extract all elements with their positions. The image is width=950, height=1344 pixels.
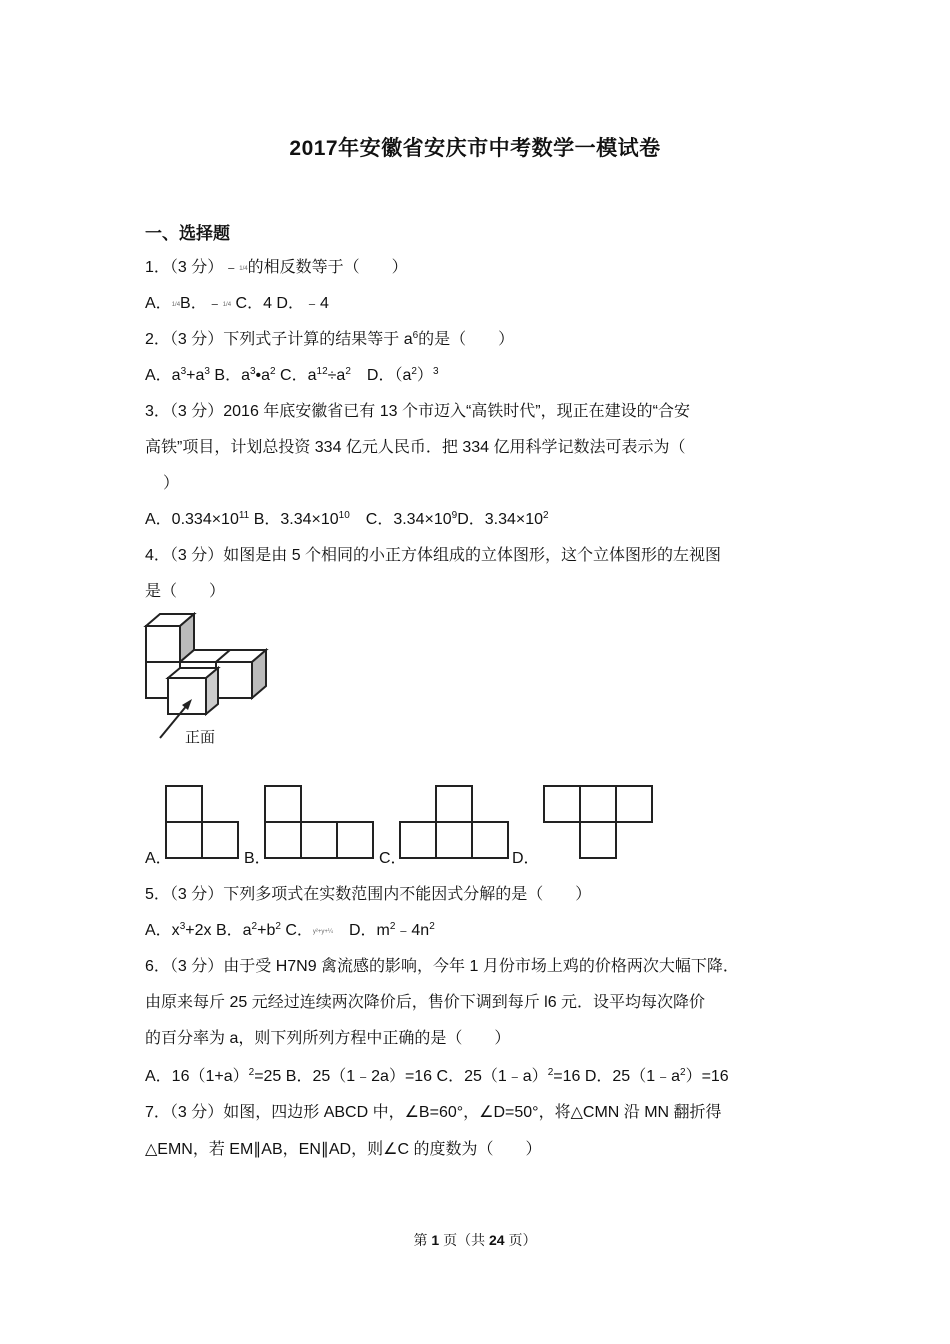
- page-footer: 第 1 页（共 24 页）: [413, 1232, 537, 1248]
- cube-front-face: [146, 626, 180, 662]
- question-5-stem: 5．（3 分）下列多项式在实数范围内不能因式分解的是（ ）: [145, 886, 592, 903]
- page-total: 24: [489, 1232, 505, 1248]
- question-7-line2: △EMN，若 EM∥AB，EN∥AD，则∠C 的度数为（ ）: [145, 1141, 542, 1158]
- question-4-line2: 是（ ）: [145, 583, 226, 600]
- question-4-line1: 4．（3 分）如图是由 5 个相同的小正方体组成的立体图形，这个立体图形的左视图: [145, 547, 722, 564]
- option-a-view: [164, 784, 240, 860]
- option-d-view: [542, 784, 654, 860]
- question-2-stem: 2．（3 分）下列式子计算的结果等于 $a^6$的是（ ）: [145, 330, 515, 348]
- option-a-label: A．: [145, 850, 172, 867]
- question-6-line2: 由原来每斤 25 元经过连续两次降价后，售价下调到每斤 l6 元．设平均每次降价: [145, 994, 706, 1011]
- fraction: 1/4: [239, 266, 248, 272]
- question-7-line1: 7．（3 分）如图，四边形 ABCD 中，∠B=60°，∠D=50°，将△CMN 沿 MN 翻折得: [145, 1104, 722, 1121]
- question-3-options: A．$0.334\times 10^{11}$ B．$3.34\times 10^{10}$ C．$3.34\times 10^9D$．$3.34\times 10^2$: [145, 510, 549, 528]
- question-6-line1: 6．（3 分）由于受 H7N9 禽流感的影响，今年 1 月份市场上鸡的价格两次大幅下降．: [145, 958, 739, 975]
- question-3-line1: 3．（3 分）2016 年底安徽省已有 13 个市迈入“高铁时代”，现正在建设的“合安: [145, 403, 690, 420]
- question-5-options: A．$x^3+2x$ B．$a^2+b^2$ C．y²+y+¼ D．$m^2﹣4n^2$: [145, 921, 435, 939]
- question-1-stem: 1．（3 分）﹣1/4的相反数等于（ ）: [145, 259, 408, 276]
- question-6-options: A．$16(1+a)^2=25$ B．25（1﹣2a）=16 C．25（1﹣a）$^2$=16 D．$25(1﹣a^2)=16$: [145, 1067, 729, 1085]
- question-3-line2: 高铁”项目，计划总投资 334 亿元人民币．把 334 亿用科学记数法可表示为（: [145, 439, 686, 456]
- option-b-label: B．: [244, 850, 271, 867]
- cube-front-face: [216, 662, 252, 698]
- option-b-view: [263, 784, 375, 860]
- page-title: 2017年安徽省安庆市中考数学一模试卷: [289, 137, 661, 160]
- option-d-label: D．: [512, 850, 540, 867]
- option-c-view: [398, 784, 510, 860]
- question-3-line3: ）: [163, 475, 180, 492]
- page-number: 1: [431, 1232, 440, 1248]
- section-heading: 一、选择题: [145, 224, 230, 243]
- question-2-options: A．$a^3+a^3$ B．$a^3•a^2$ C．$a^{12}\div a^2$ D．$(a^2)^3$: [145, 366, 439, 384]
- option-c-label: C．: [379, 850, 407, 867]
- front-label: 正面: [185, 729, 216, 746]
- question-1-options: A．1/4B．﹣1/4 C．4 D．﹣4: [145, 295, 329, 312]
- question-6-line3: 的百分率为 a，则下列所列方程中正确的是（ ）: [145, 1030, 511, 1047]
